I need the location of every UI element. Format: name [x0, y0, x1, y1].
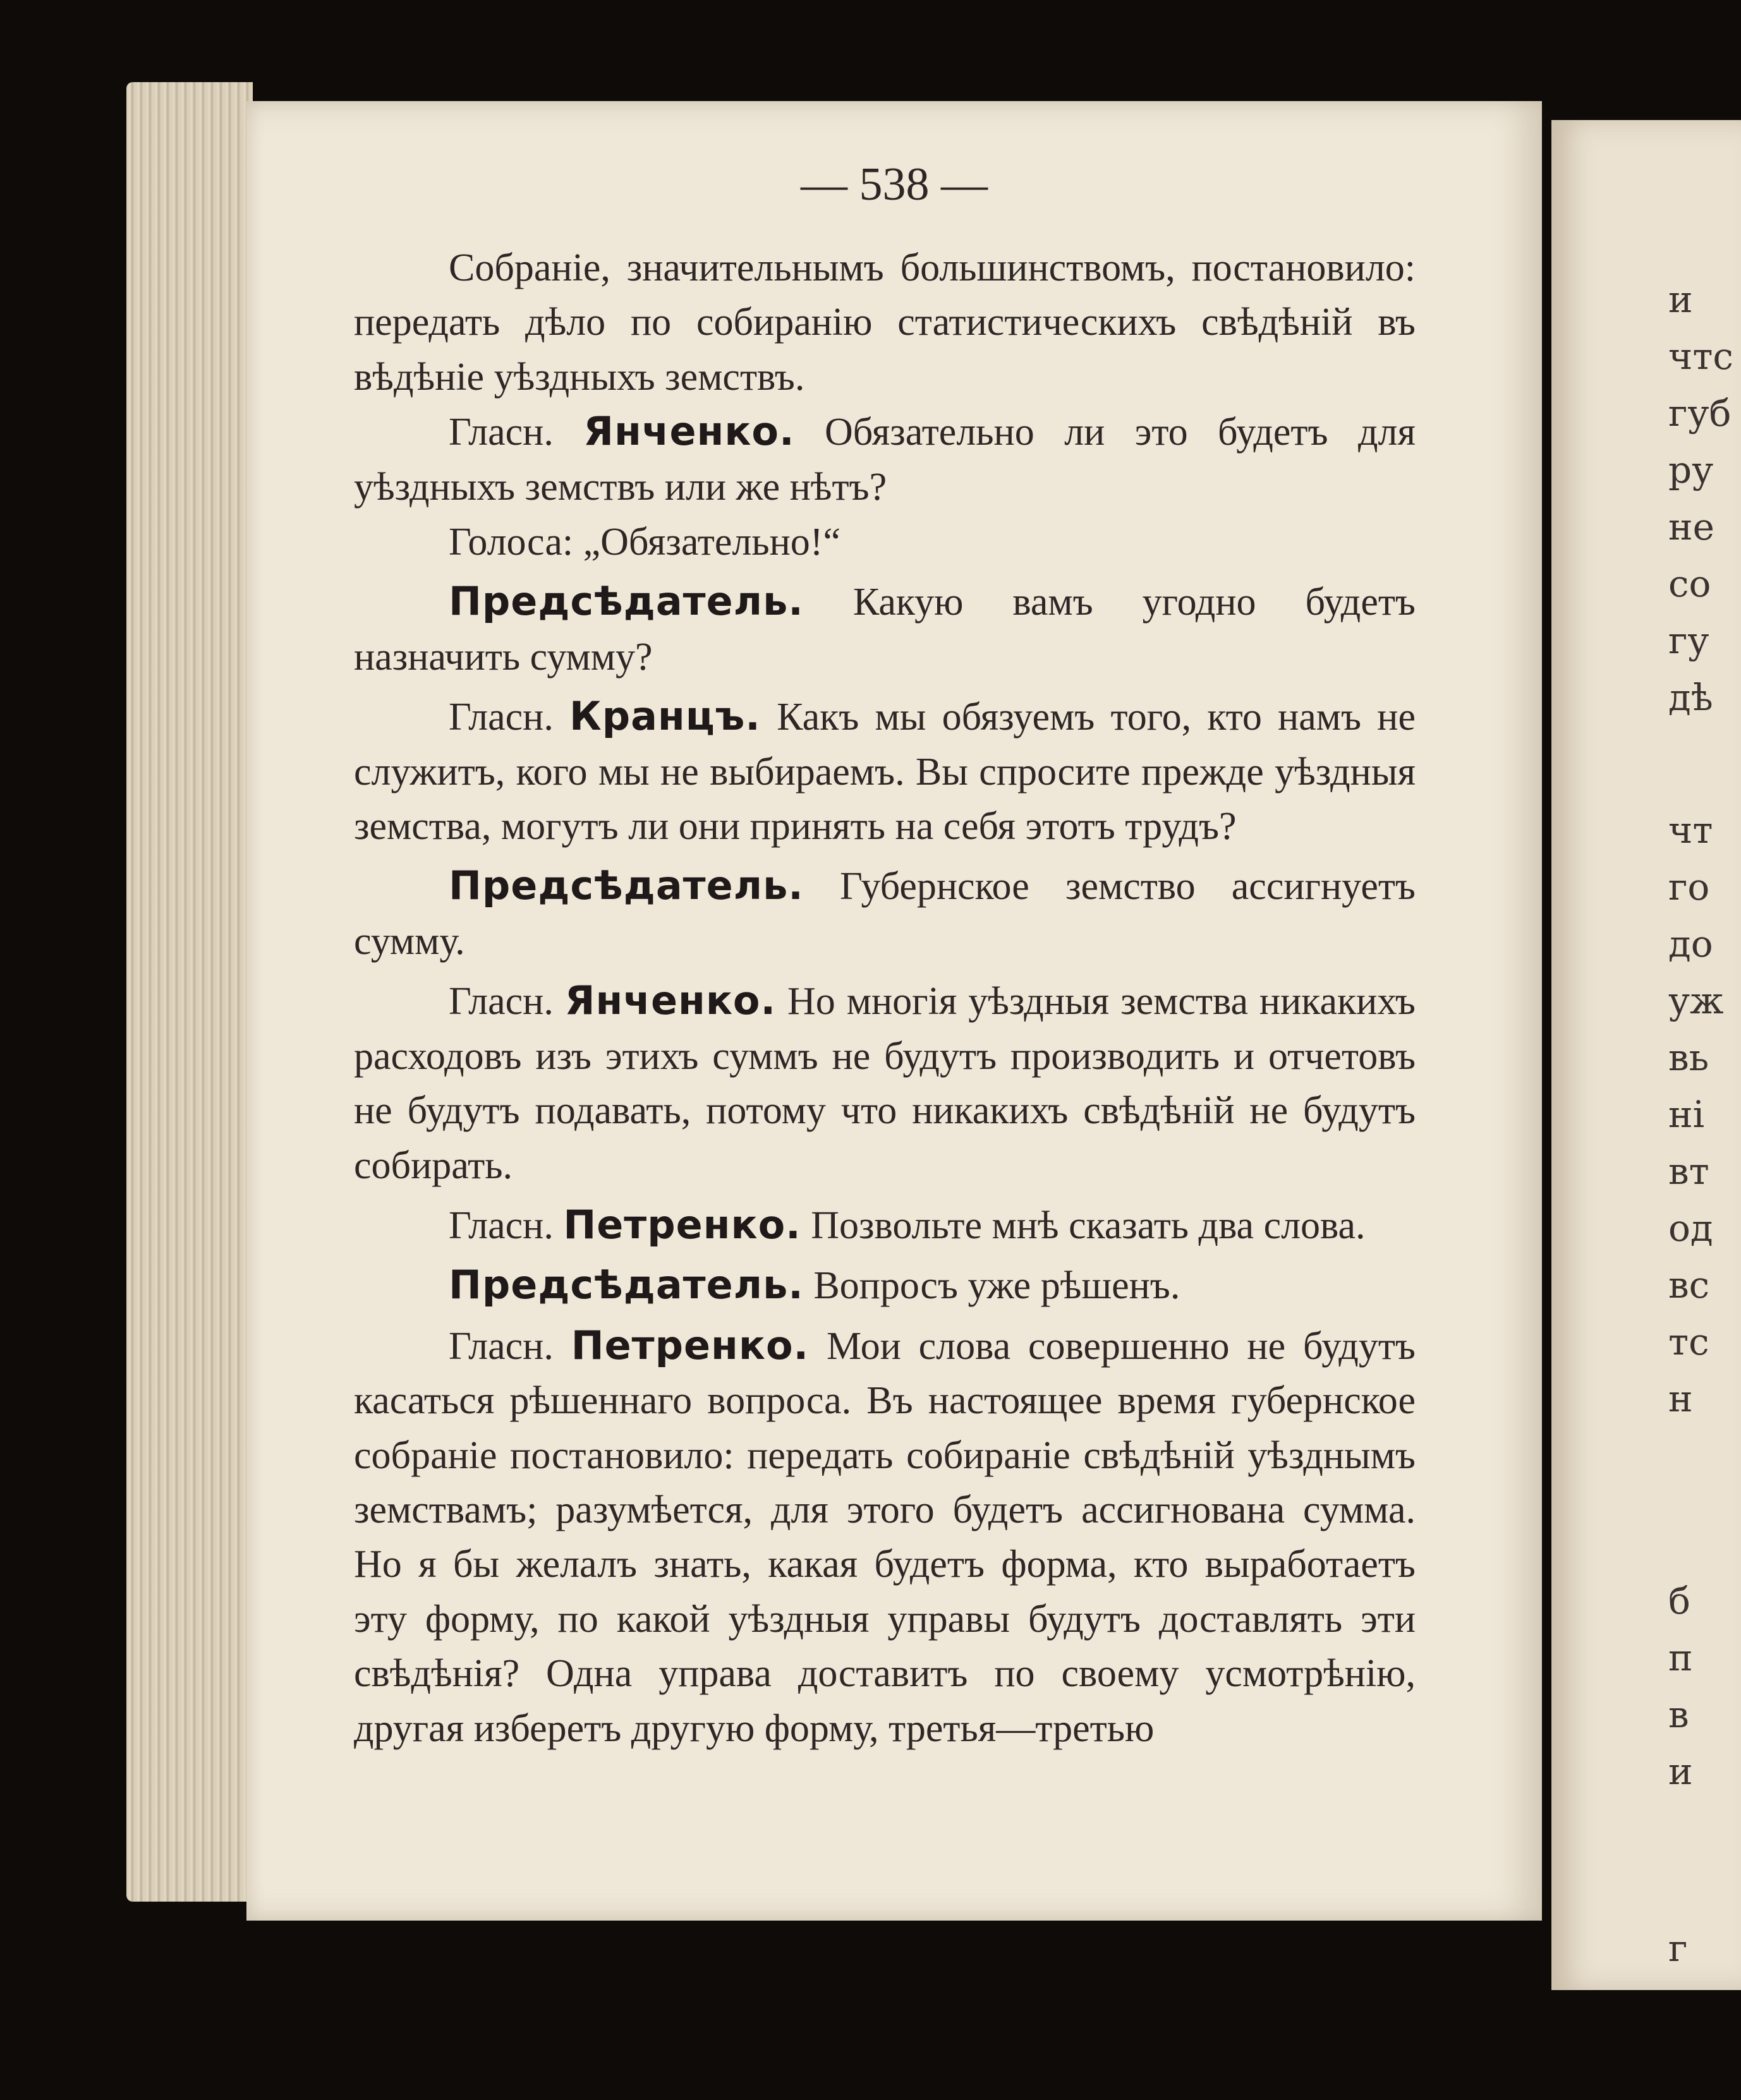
- paragraph-text: Какую вамъ угодно будетъ назначить сумму?: [354, 581, 1416, 679]
- paragraph: [354, 974, 1416, 1193]
- facing-page-fragment: го: [1668, 866, 1710, 908]
- speaker-prefix: Гласн.: [449, 980, 565, 1023]
- facing-page-fragment: чт: [1668, 809, 1713, 852]
- facing-page-fragment: г: [1668, 1927, 1688, 1970]
- facing-page: [1551, 120, 1741, 1990]
- page-text: [354, 240, 1416, 1756]
- speaker-name: Петренко.: [563, 1201, 801, 1248]
- page-edges: [126, 82, 253, 1902]
- paragraph: [354, 404, 1416, 514]
- facing-page-fragment: дѣ: [1668, 676, 1713, 719]
- paragraph: [354, 689, 1416, 854]
- facing-page-fragment: вь: [1668, 1036, 1709, 1079]
- facing-page-fragment: од: [1668, 1207, 1713, 1250]
- paragraph-text: Вопросъ уже рѣшенъ.: [803, 1264, 1180, 1308]
- facing-page-fragment: чтс: [1668, 335, 1733, 378]
- facing-page-fragment: и: [1668, 278, 1693, 321]
- facing-page-fragment: уж: [1668, 979, 1724, 1022]
- book-page: [246, 101, 1542, 1921]
- facing-page-fragment: до: [1668, 922, 1713, 965]
- paragraph: [354, 240, 1416, 404]
- paragraph-text: Обязательно ли это будетъ для уѣздныхъ земствъ или же нѣтъ?: [354, 411, 1416, 509]
- facing-page-fragment: губ: [1668, 392, 1732, 435]
- paragraph: [354, 859, 1416, 969]
- speaker-prefix: Гласн.: [449, 411, 584, 454]
- speaker-name: Янченко.: [564, 977, 777, 1024]
- paragraph: [354, 1319, 1416, 1756]
- paragraph-text: Собраніе, значительнымъ большинствомъ, постановило: передать дѣло по собиранію статистическихъ свѣдѣній въ вѣдѣніе уѣздныхъ земствъ.: [354, 246, 1416, 399]
- paragraph-text: Губернское земство ассигнуетъ сумму.: [354, 865, 1416, 963]
- speaker-name: Предсѣдатель.: [449, 578, 804, 625]
- facing-page-fragment: со: [1668, 562, 1711, 605]
- paragraph-text: Мои слова совершенно не будутъ касаться рѣшеннаго вопроса. Въ настоящее время губернское собраніе постановило: передать собираніе свѣдѣній уѣзднымъ земствамъ; разумѣется, для этого будетъ ассигнована сумма. Но я бы желалъ знать, какая будетъ форма, кто выработаетъ эту форму, по какой уѣздныя управы будутъ доставлять эти свѣдѣнія? Одна управа доставитъ по своему усмотрѣнію, другая изберетъ другую форму, третья—третью: [354, 1324, 1416, 1750]
- facing-page-fragment: в: [1668, 1693, 1689, 1736]
- speaker-name: Предсѣдатель.: [449, 1262, 804, 1308]
- speaker-prefix: Гласн.: [449, 1204, 564, 1247]
- speaker-prefix: Гласн.: [449, 696, 570, 739]
- speaker-name: Кранцъ.: [569, 693, 761, 740]
- facing-page-fragment: вт: [1668, 1150, 1709, 1193]
- speaker-name: Предсѣдатель.: [449, 862, 804, 909]
- paragraph: [354, 514, 1416, 569]
- facing-page-fragment: гу: [1668, 619, 1709, 662]
- facing-page-fragment: ру: [1668, 449, 1714, 492]
- paragraph: [354, 574, 1416, 684]
- page-number: — 538 —: [801, 159, 988, 210]
- facing-page-fragment: н: [1668, 1377, 1693, 1420]
- facing-page-fragment: тс: [1668, 1320, 1709, 1363]
- paragraph: [354, 1198, 1416, 1253]
- facing-page-fragment: не: [1668, 505, 1714, 548]
- facing-page-fragment: п: [1668, 1636, 1693, 1679]
- facing-page-fragment: б: [1668, 1579, 1690, 1622]
- speaker-name: Петренко.: [571, 1322, 810, 1368]
- paragraph-text: Какъ мы обязуемъ того, кто намъ не служитъ, кого мы не выбираемъ. Вы спросите прежде уѣздныя земства, могутъ ли они принять на себя этотъ трудъ?: [354, 696, 1416, 848]
- paragraph: [354, 1258, 1416, 1313]
- paragraph-text: Голоса: „Обязательно!“: [449, 521, 840, 564]
- paragraph-text: Позвольте мнѣ сказать два слова.: [801, 1204, 1366, 1247]
- speaker-name: Янченко.: [583, 408, 795, 455]
- speaker-prefix: Гласн.: [449, 1324, 571, 1368]
- facing-page-fragment: и: [1668, 1750, 1693, 1793]
- facing-page-fragment: вс: [1668, 1264, 1710, 1306]
- paragraph-text: Но многія уѣздныя земства никакихъ расходовъ изъ этихъ суммъ не будутъ производить и отчетовъ не будутъ подавать, потому что никакихъ свѣдѣній не будутъ собирать.: [354, 980, 1416, 1187]
- facing-page-fragment: ні: [1668, 1093, 1705, 1136]
